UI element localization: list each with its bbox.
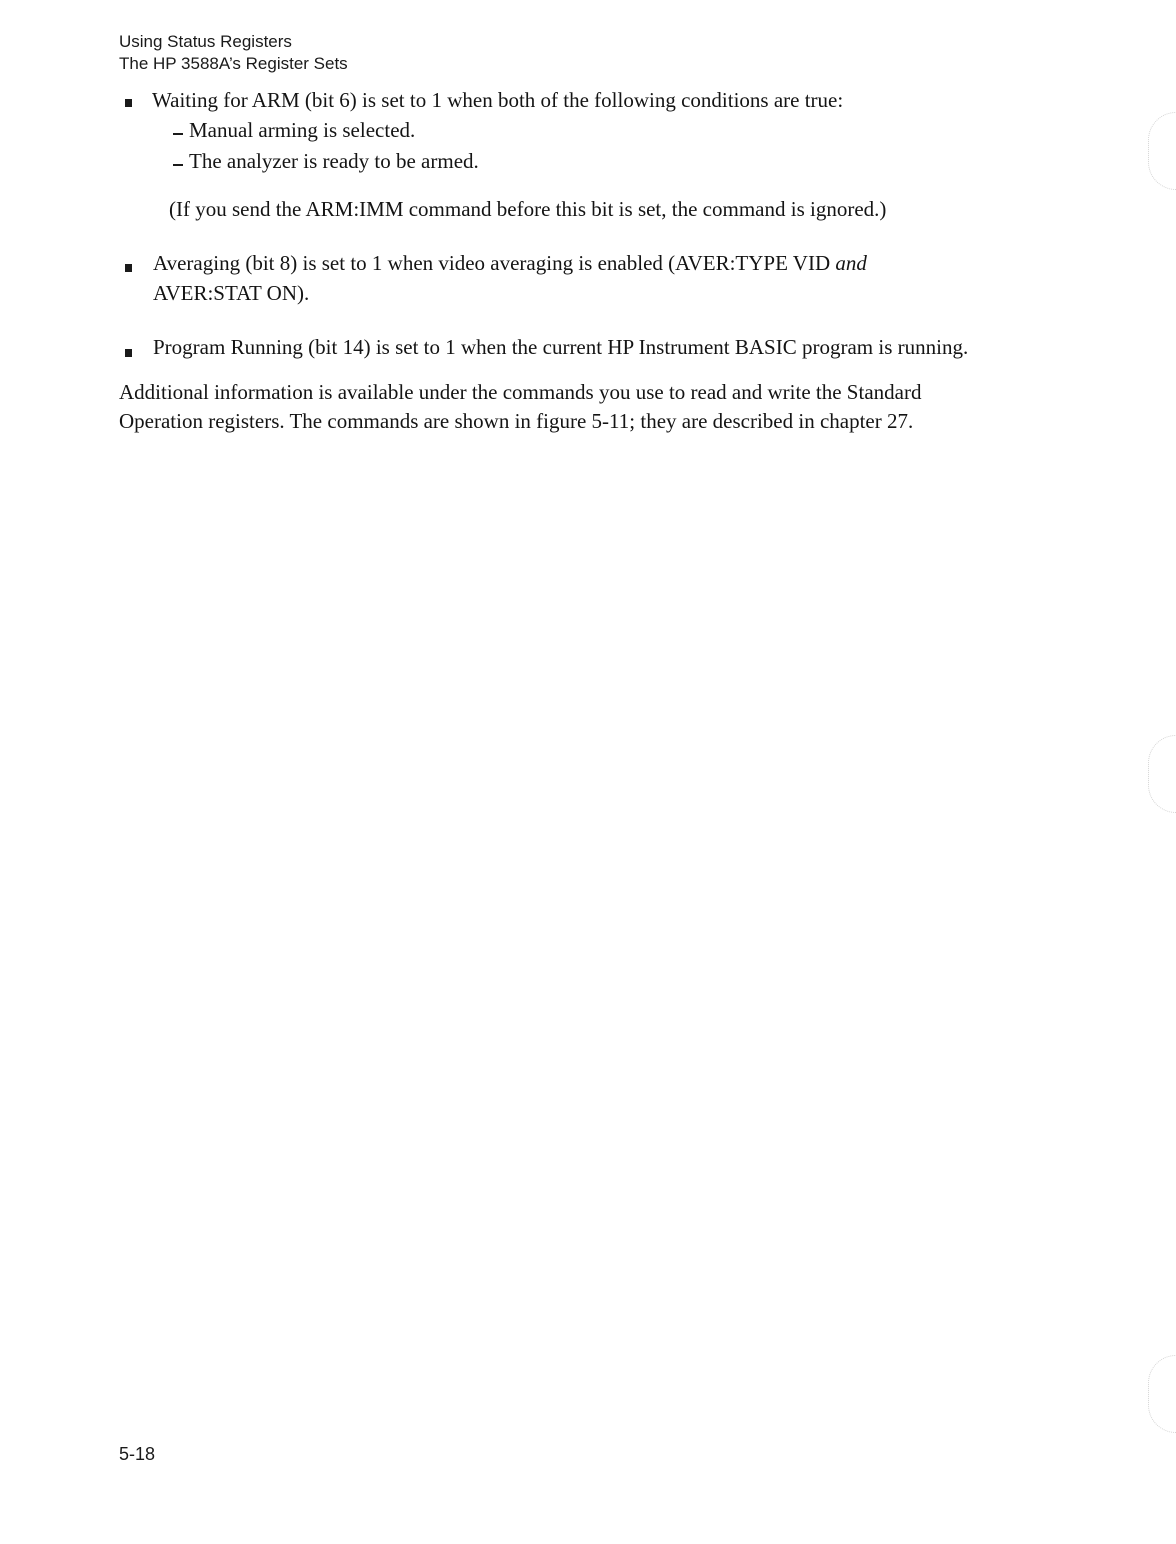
bullet-icon [125, 264, 132, 272]
program-running-bit-description: Program Running (bit 14) is set to 1 when the current HP Instrument BASIC program is running. [153, 335, 969, 359]
section-title: Using Status Registers [119, 32, 292, 51]
averaging-text: Averaging (bit 8) is set to 1 when video averaging is enabled (AVER:TYPE VID [153, 251, 836, 275]
arm-bit-description: Waiting for ARM (bit 6) is set to 1 when both of the following conditions are true: [152, 88, 844, 112]
subsection-title: The HP 3588A’s Register Sets [119, 54, 348, 73]
bullet-icon [125, 349, 132, 357]
running-header [119, 31, 348, 75]
additional-info-line-2: Operation registers. The commands are shown in figure 5-11; they are described in chapter 27. [119, 409, 914, 433]
binder-hole-icon [1148, 112, 1176, 190]
additional-info-line-1: Additional information is available under the commands you use to read and write the Standard [119, 380, 922, 404]
page-number: 5-18 [119, 1444, 156, 1464]
binder-hole-icon [1148, 1355, 1176, 1433]
arm-note: (If you send the ARM:IMM command before this bit is set, the command is ignored.) [169, 197, 887, 221]
averaging-emphasis: and [835, 251, 867, 275]
arm-condition-2: The analyzer is ready to be armed. [189, 149, 479, 173]
arm-condition-1: Manual arming is selected. [189, 118, 416, 142]
averaging-bit-description [153, 251, 867, 276]
averaging-bit-description-cont: AVER:STAT ON). [153, 281, 310, 305]
bullet-icon [125, 99, 132, 107]
binder-hole-icon [1148, 735, 1176, 813]
dash-icon [173, 133, 183, 135]
dash-icon [173, 164, 183, 166]
